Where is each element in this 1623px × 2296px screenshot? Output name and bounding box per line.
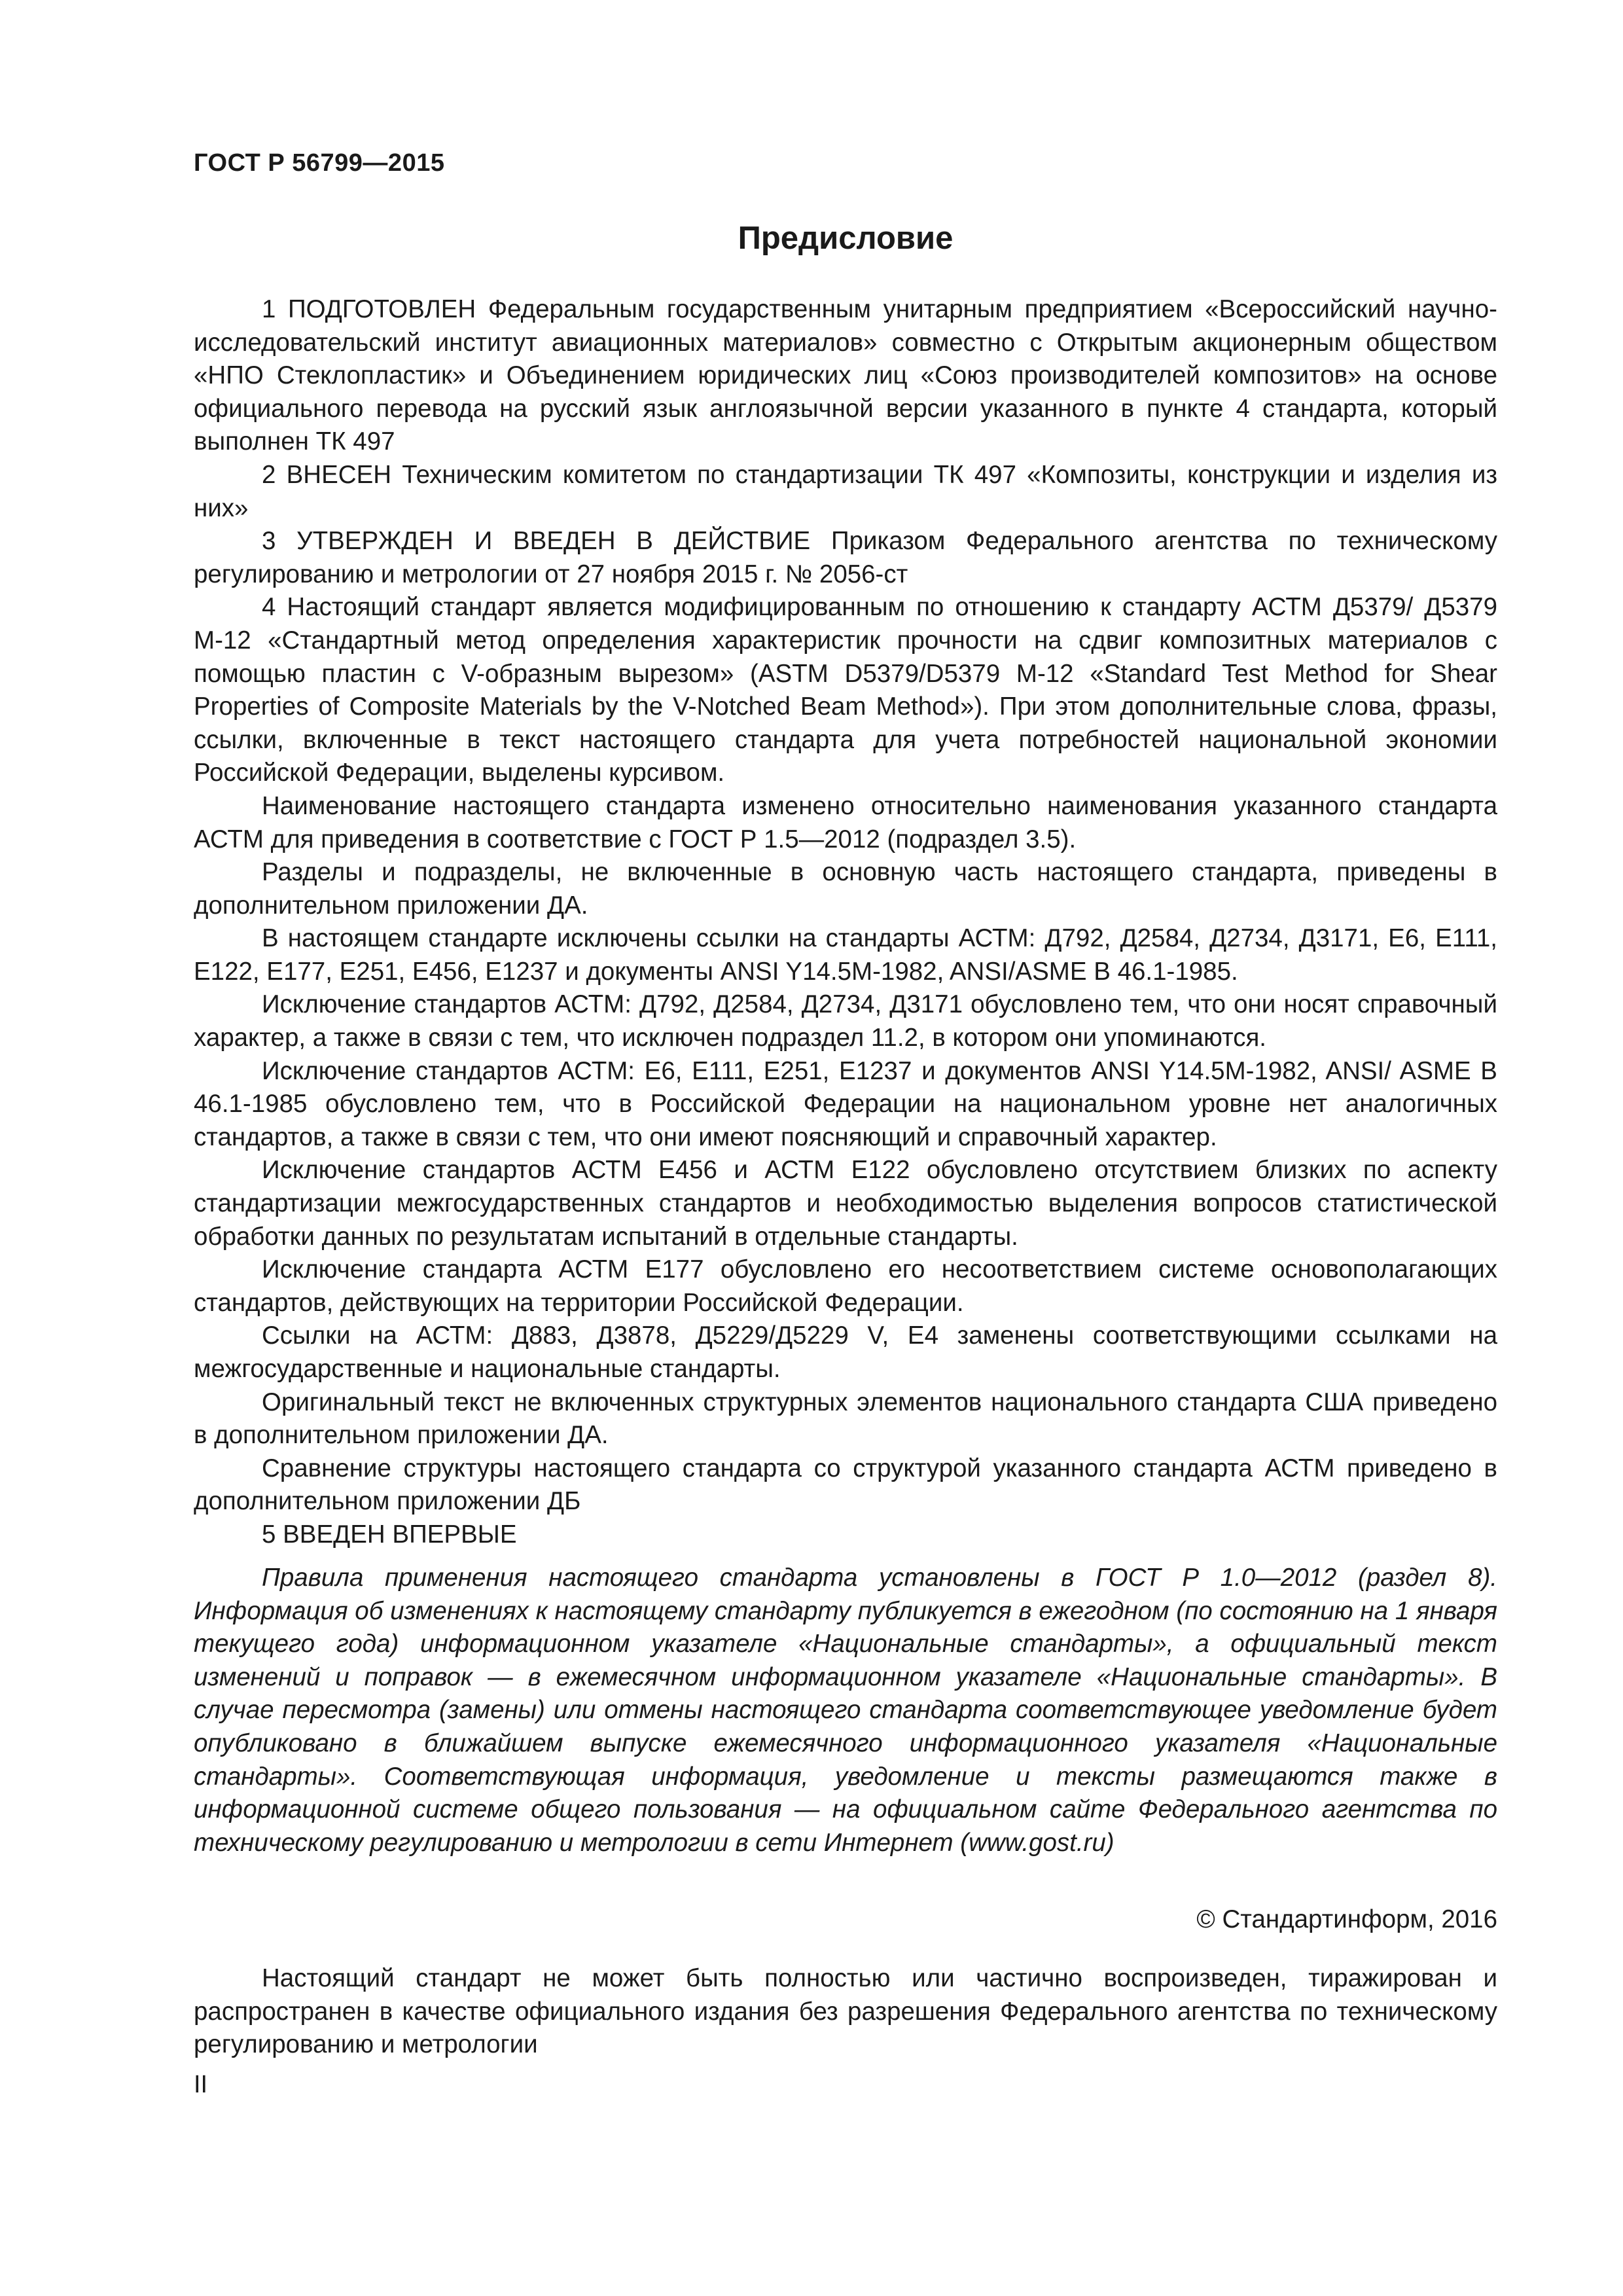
- paragraph-structure-comparison: Сравнение структуры настоящего стандарта со структурой указанного стандарта АСТМ приведено в дополнительном приложении ДБ: [194, 1454, 1497, 1516]
- paragraph-replaced-references: Ссылки на АСТМ: Д883, Д3878, Д5229/Д5229 V, Е4 заменены соответствующими ссылками на межгосударственные и национальные стандарты.: [194, 1321, 1497, 1383]
- paragraph-exclusion-no-analog: Исключение стандартов АСТМ: Е6, Е111, Е251, Е1237 и документов ANSI Y14.5M-1982, ANSI/ ASME B 46.1-1985 обусловлено тем, что в Российской Федерации на национальном уровне нет аналогичных стандартов, а также в связи с тем, что они имеют поясняющий и справочный характер.: [194, 1056, 1497, 1151]
- paragraph-prepared-by: 1 ПОДГОТОВЛЕН Федеральным государственным унитарным предприятием «Всероссийский научно-исследовательский институт авиационных материалов» совместно с Открытым акционерным обществом «НПО Стеклопластик» и Объединением юридических лиц «Союз производителей композитов» на основе официального перевода на русский язык англоязычной версии указанного в пункте 4 стандарта, который выполнен ТК 497: [194, 295, 1497, 456]
- paragraph-approved: 3 УТВЕРЖДЕН И ВВЕДЕН В ДЕЙСТВИЕ Приказом Федерального агентства по техническому регулированию и метрологии от 27 ноября 2015 г. № 2056-ст: [194, 527, 1497, 588]
- preface-body: [194, 293, 1497, 1552]
- application-rules-block: [194, 1562, 1497, 1859]
- reproduction-notice-block: [194, 1962, 1497, 2062]
- paragraph-exclusion-e177: Исключение стандарта АСТМ Е177 обусловлено его несоответствием системе основополагающих стандартов, действующих на территории Российской Федерации.: [194, 1255, 1497, 1317]
- paragraph-original-text: Оригинальный текст не включенных структурных элементов национального стандарта США приведено в дополнительном приложении ДА.: [194, 1388, 1497, 1450]
- paragraph-exclusion-statistics: Исключение стандартов АСТМ Е456 и АСТМ Е122 обусловлено отсутствием близких по аспекту стандартизации межгосударственных стандартов и необходимостью выделения вопросов статистической обработки данных по результатам испытаний в отдельные стандарты.: [194, 1156, 1497, 1251]
- paragraph-modified-standard: 4 Настоящий стандарт является модифицированным по отношению к стандарту АСТМ Д5379/ Д5379 М-12 «Стандартный метод определения характеристик прочности на сдвиг композитных материалов с помощью пластин с V-образным вырезом» (ASTM D5379/D5379 M-12 «Standard Test Method for Shear Properties of Composite Materials by the V-Notched Beam Method»). При этом дополнительные слова, фразы, ссылки, включенные в текст настоящего стандарта для учета потребностей национальной экономии Российской Федерации, выделены курсивом.: [194, 593, 1497, 787]
- application-rules-text: Правила применения настоящего стандарта установлены в ГОСТ Р 1.0—2012 (раздел 8). Информация об изменениях к настоящему стандарту публикуется в ежегодном (по состоянию на 1 января текущего года) информационном указателе «Национальные стандарты», а официальный текст изменений и поправок — в ежемесячном информационном указателе «Национальные стандарты». В случае пересмотра (замены) или отмены настоящего стандарта соответствующее уведомление будет опубликовано в ближайшем выпуске ежемесячного информационного указателя «Национальные стандарты». Соответствующая информация, уведомление и тексты размещаются также в информационной системе общего пользования — на официальном сайте Федерального агентства по техническому регулированию и метрологии в сети Интернет (www.gost.ru): [194, 1564, 1497, 1857]
- paragraph-name-changed: Наименование настоящего стандарта изменено относительно наименования указанного стандарта АСТМ для приведения в соответствие с ГОСТ Р 1.5—2012 (подраздел 3.5).: [194, 791, 1497, 853]
- reproduction-notice: Настоящий стандарт не может быть полностью или частично воспроизведен, тиражирован и распространен в качестве официального издания без разрешения Федерального агентства по техническому регулированию и метрологии: [194, 1964, 1497, 2059]
- paragraph-introduced-by: 2 ВНЕСЕН Техническим комитетом по стандартизации ТК 497 «Композиты, конструкции и изделия из них»: [194, 460, 1497, 522]
- preface-title: Предисловие: [738, 221, 954, 256]
- paragraph-sections-appendix: Разделы и подразделы, не включенные в основную часть настоящего стандарта, приведены в дополнительном приложении ДА.: [194, 858, 1497, 920]
- page-number: II: [194, 2071, 208, 2098]
- paragraph-excluded-references: В настоящем стандарте исключены ссылки на стандарты АСТМ: Д792, Д2584, Д2734, Д3171, Е6, Е111, Е122, Е177, Е251, Е456, Е1237 и документы ANSI Y14.5M-1982, ANSI/ASME B 46.1-1985.: [194, 924, 1497, 986]
- document-code: ГОСТ Р 56799—2015: [194, 149, 445, 177]
- paragraph-exclusion-reference-nature: Исключение стандартов АСТМ: Д792, Д2584, Д2734, Д3171 обусловлено тем, что они носят справочный характер, а также в связи с тем, что исключен подраздел 11.2, в котором они упоминаются.: [194, 990, 1497, 1052]
- paragraph-first-introduced: 5 ВВЕДЕН ВПЕРВЫЕ: [262, 1520, 517, 1549]
- copyright-notice: © Стандартинформ, 2016: [1196, 1905, 1497, 1933]
